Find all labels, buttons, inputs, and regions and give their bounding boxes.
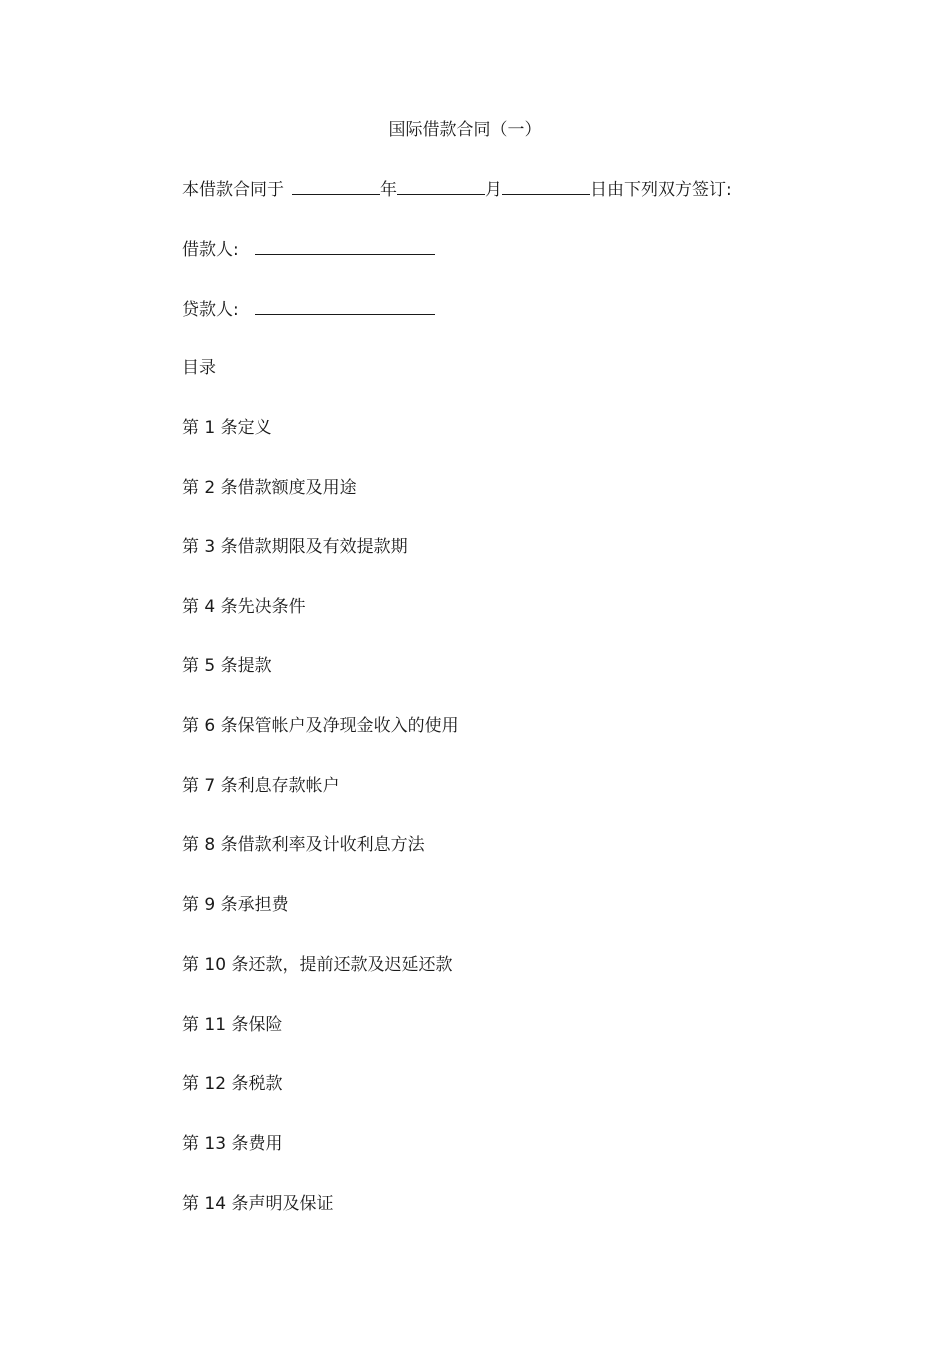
month-blank [397,177,485,195]
borrower-label: 借款人: [182,240,239,260]
lender-blank [255,297,435,315]
month-label: 月 [485,180,502,200]
toc-item: 第 3 条借款期限及有效提款期 [182,537,408,557]
day-blank [502,177,590,195]
toc-item: 第 9 条承担费 [182,895,289,915]
toc-item: 第 12 条税款 [182,1074,283,1094]
toc-item: 第 4 条先决条件 [182,597,306,617]
toc-heading: 目录 [182,358,216,378]
year-label: 年 [380,180,397,200]
intro-suffix: 日由下列双方签订: [590,180,732,200]
intro-prefix: 本借款合同于 [182,180,284,200]
toc-item: 第 11 条保险 [182,1015,283,1035]
lender-line [182,297,435,322]
toc-item: 第 10 条还款，提前还款及迟延还款 [182,955,453,975]
intro-line [182,177,732,202]
toc-item: 第 8 条借款利率及计收利息方法 [182,835,425,855]
borrower-line [182,237,435,262]
toc-item: 第 6 条保管帐户及净现金收入的使用 [182,716,459,736]
year-blank [292,177,380,195]
document-title: 国际借款合同（一） [388,120,542,140]
toc-item: 第 5 条提款 [182,656,272,676]
lender-label: 贷款人: [182,300,239,320]
toc-item: 第 14 条声明及保证 [182,1194,334,1214]
toc-item: 第 7 条利息存款帐户 [182,776,340,796]
borrower-blank [255,237,435,255]
toc-item: 第 1 条定义 [182,418,272,438]
toc-item: 第 13 条费用 [182,1134,283,1154]
toc-item: 第 2 条借款额度及用途 [182,478,357,498]
